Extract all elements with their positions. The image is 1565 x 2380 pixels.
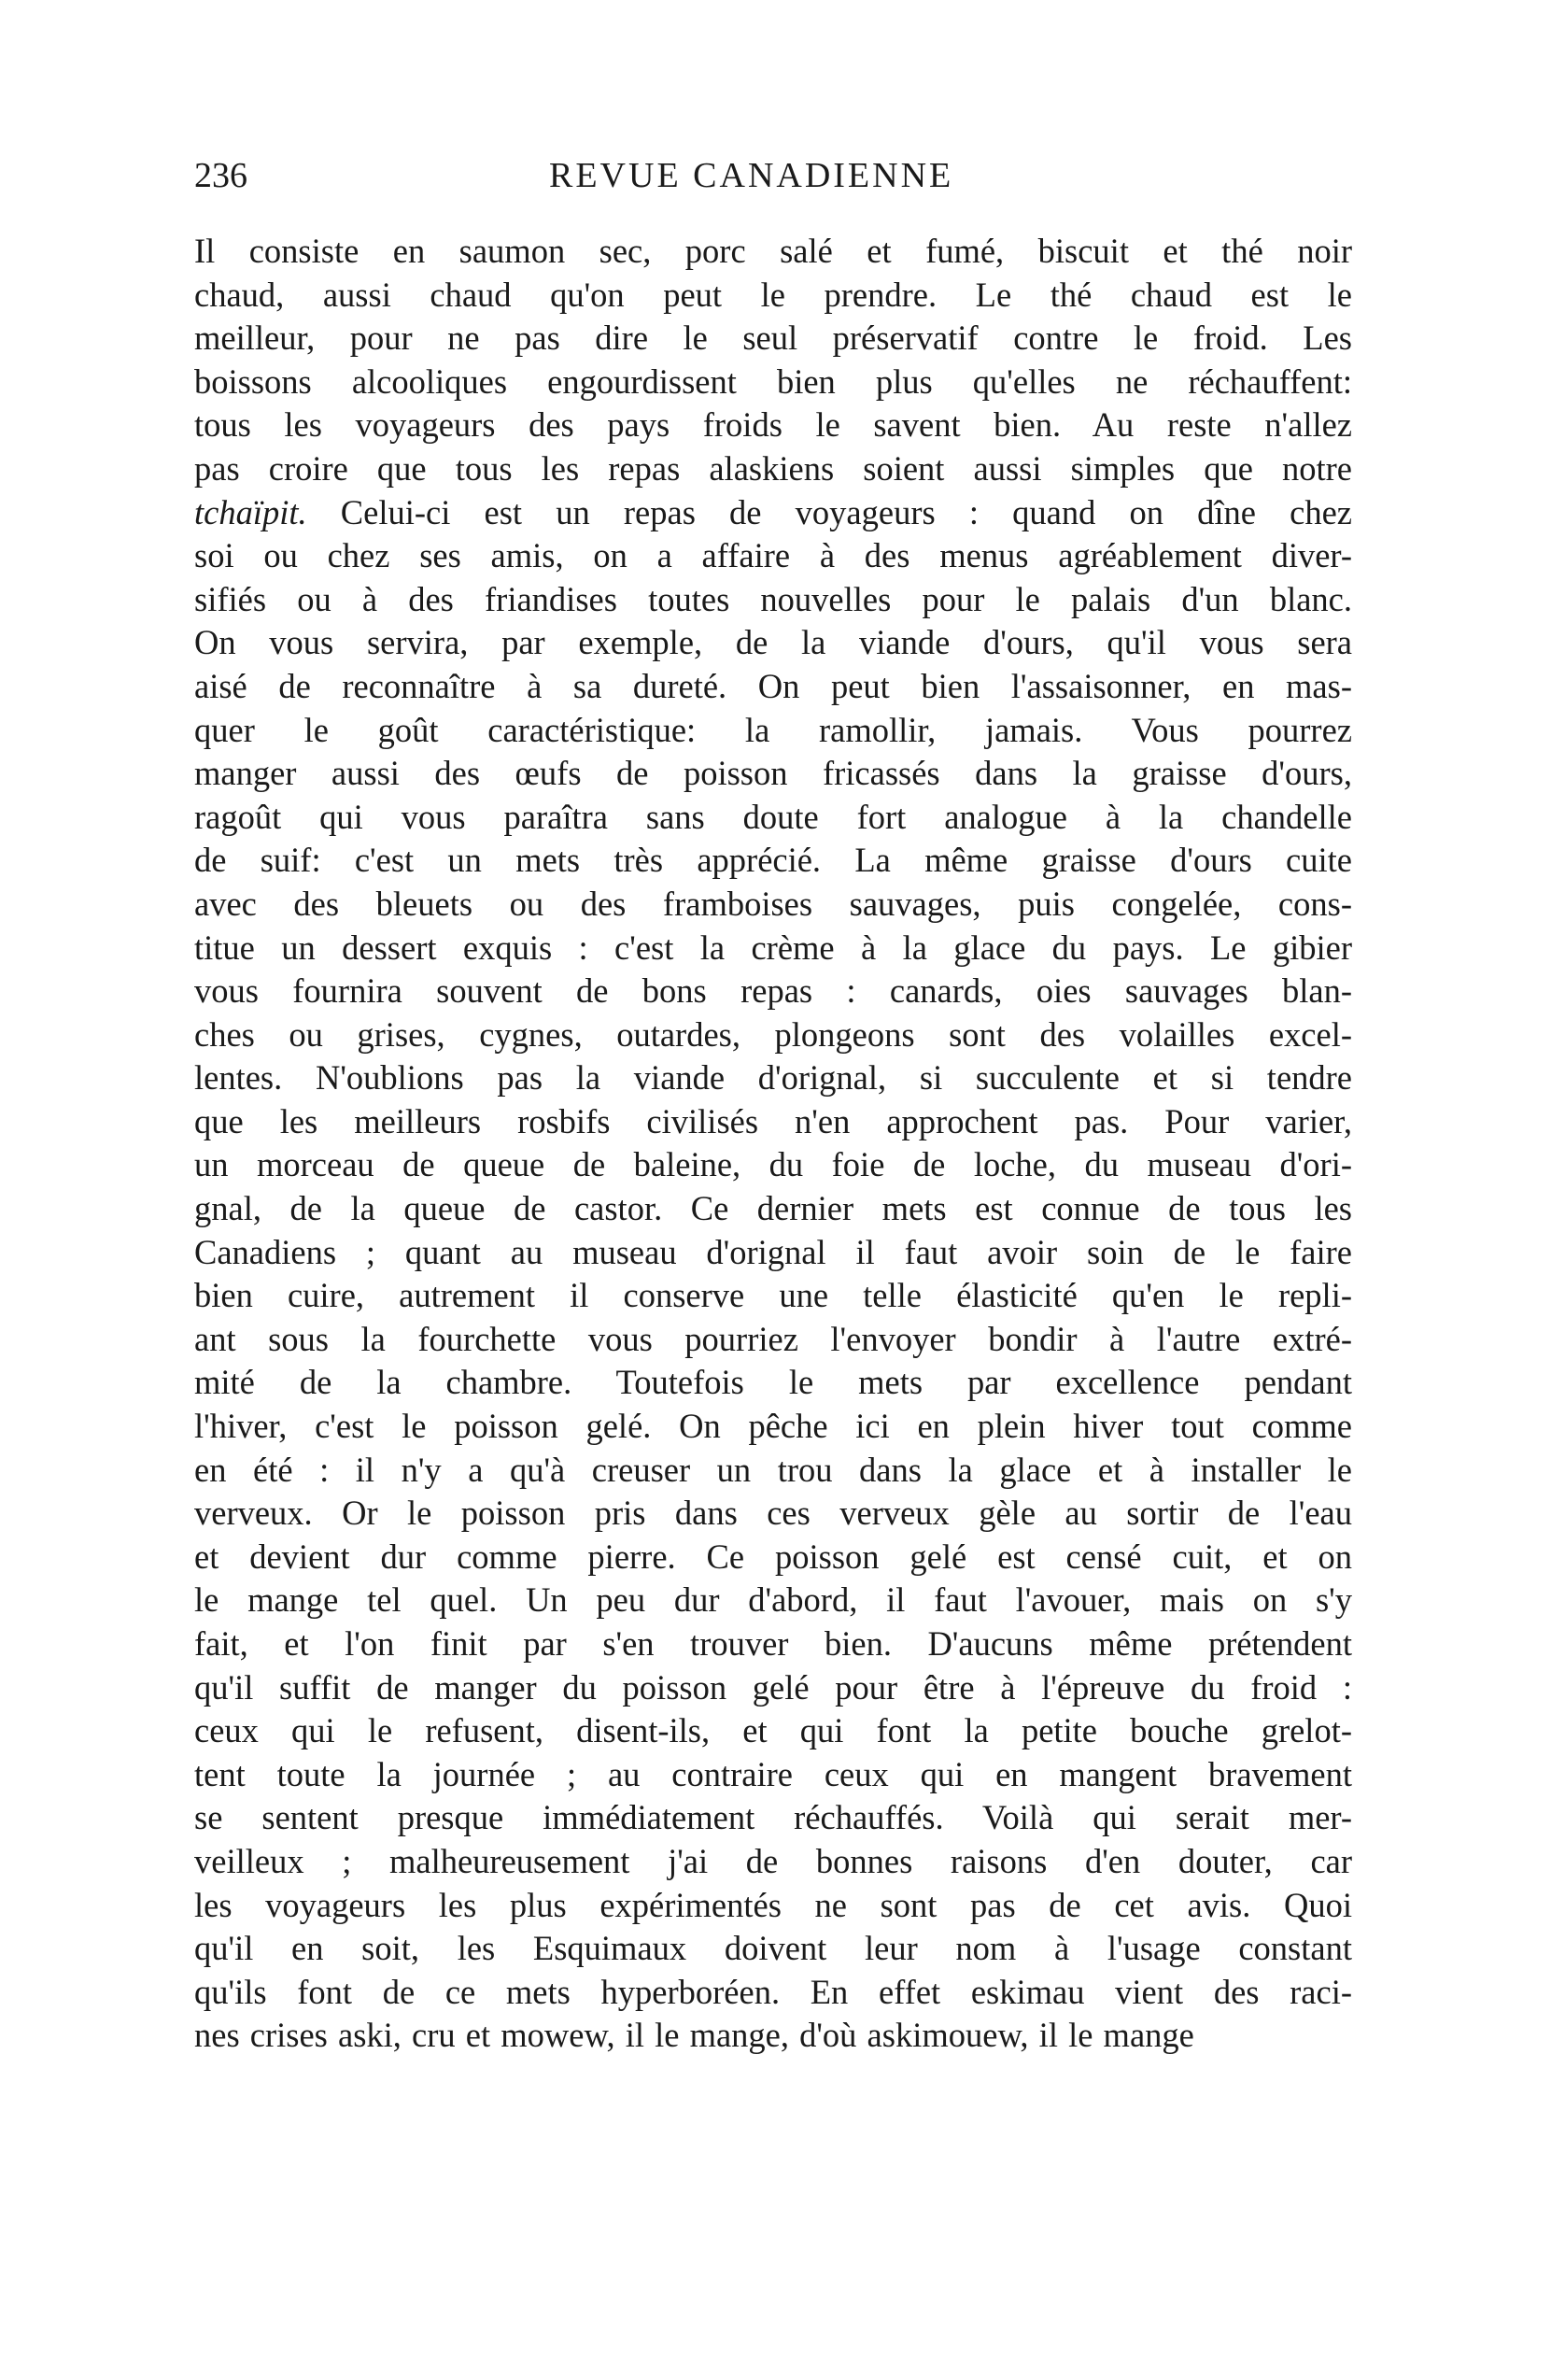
text-line: un morceau de queue de baleine, du foie de loche, du museau d'ori- xyxy=(194,1145,1352,1184)
text-line: avec des bleuets ou des framboises sauvages, puis congelée, cons- xyxy=(194,884,1352,923)
text-line: Canadiens ; quant au museau d'orignal il faut avoir soin de le faire xyxy=(194,1232,1352,1271)
text-line: On vous servira, par exemple, de la viande d'ours, qu'il vous sera xyxy=(194,623,1352,662)
body-text xyxy=(194,230,1352,2058)
text-line: que les meilleurs rosbifs civilisés n'en approchent pas. Pour varier, xyxy=(194,1101,1352,1140)
text-line: qu'il en soit, les Esquimaux doivent leur nom à l'usage constant xyxy=(194,1929,1352,1968)
text-line: tent toute la journée ; au contraire ceux qui en mangent bravement xyxy=(194,1754,1352,1793)
page-number: 236 xyxy=(194,156,247,195)
text-line: soi ou chez ses amis, on a affaire à des menus agréablement diver- xyxy=(194,536,1352,575)
text-line xyxy=(194,491,1352,535)
text-line: pas croire que tous les repas alaskiens soient aussi simples que notre xyxy=(194,448,1352,488)
line-text-after: Celui-ci est un repas de voyageurs : quand on dîne chez xyxy=(306,492,1352,531)
text-line: les voyageurs les plus expérimentés ne sont pas de cet avis. Quoi xyxy=(194,1885,1352,1924)
text-line: Il consiste en saumon sec, porc salé et fumé, biscuit et thé noir xyxy=(194,232,1352,270)
text-line: vous fournira souvent de bons repas : canards, oies sauvages blan- xyxy=(194,971,1352,1011)
text-line: aisé de reconnaître à sa dureté. On peut bien l'assaisonner, en mas- xyxy=(194,666,1352,705)
text-line: qu'ils font de ce mets hyperboréen. En effet eskimau vient des raci- xyxy=(194,1972,1352,2011)
running-title: REVUE CANADIENNE xyxy=(549,156,954,195)
text-line: et devient dur comme pierre. Ce poisson gelé est censé cuit, et on xyxy=(194,1537,1352,1576)
text-line: mité de la chambre. Toutefois le mets par excellence pendant xyxy=(194,1363,1352,1402)
running-head xyxy=(194,148,1352,204)
text-line: ant sous la fourchette vous pourriez l'envoyer bondir à l'autre extré- xyxy=(194,1319,1352,1358)
text-line: ceux qui le refusent, disent-ils, et qui font la petite bouche grelot- xyxy=(194,1711,1352,1750)
text-line: bien cuire, autrement il conserve une telle élasticité qu'en le repli- xyxy=(194,1276,1352,1315)
text-line: ches ou grises, cygnes, outardes, plongeons sont des volailles excel- xyxy=(194,1014,1352,1054)
text-line: fait, et l'on finit par s'en trouver bien. D'aucuns même prétendent xyxy=(194,1624,1352,1663)
text-line: titue un dessert exquis : c'est la crème à la glace du pays. Le gibier xyxy=(194,928,1352,967)
text-line: chaud, aussi chaud qu'on peut le prendre. Le thé chaud est le xyxy=(194,275,1352,314)
text-line: le mange tel quel. Un peu dur d'abord, il faut l'avouer, mais on s'y xyxy=(194,1580,1352,1620)
text-line: veilleux ; malheureusement j'ai de bonnes raisons d'en douter, car xyxy=(194,1841,1352,1880)
text-line: sifiés ou à des friandises toutes nouvelles pour le palais d'un blanc. xyxy=(194,579,1352,618)
text-line: en été : il n'y a qu'à creuser un trou dans la glace et à installer le xyxy=(194,1450,1352,1489)
text-line: tous les voyageurs des pays froids le savent bien. Au reste n'allez xyxy=(194,405,1352,445)
text-line: ragoût qui vous paraîtra sans doute fort analogue à la chandelle xyxy=(194,797,1352,836)
text-line: se sentent presque immédiatement réchauffés. Voilà qui serait mer- xyxy=(194,1798,1352,1837)
text-line: nes crises aski, cru et mowew, il le mange, d'où askimouew, il le mange xyxy=(194,2016,1194,2055)
text-line: boissons alcooliques engourdissent bien plus qu'elles ne réchauffent: xyxy=(194,361,1352,401)
text-line: lentes. N'oublions pas la viande d'orignal, si succulente et si tendre xyxy=(194,1058,1352,1098)
text-line: l'hiver, c'est le poisson gelé. On pêche ici en plein hiver tout comme xyxy=(194,1407,1352,1446)
text-line: gnal, de la queue de castor. Ce dernier mets est connue de tous les xyxy=(194,1189,1352,1228)
text-line: qu'il suffit de manger du poisson gelé pour être à l'épreuve du froid : xyxy=(194,1667,1352,1707)
text-line: de suif: c'est un mets très apprécié. La même graisse d'ours cuite xyxy=(194,841,1352,880)
text-line: quer le goût caractéristique: la ramollir, jamais. Vous pourrez xyxy=(194,710,1352,749)
italic-term: tchaïpit. xyxy=(194,492,307,531)
text-line: manger aussi des œufs de poisson fricassés dans la graisse d'ours, xyxy=(194,754,1352,793)
text-line: meilleur, pour ne pas dire le seul préservatif contre le froid. Les xyxy=(194,319,1352,358)
text-line: verveux. Or le poisson pris dans ces verveux gèle au sortir de l'eau xyxy=(194,1494,1352,1533)
